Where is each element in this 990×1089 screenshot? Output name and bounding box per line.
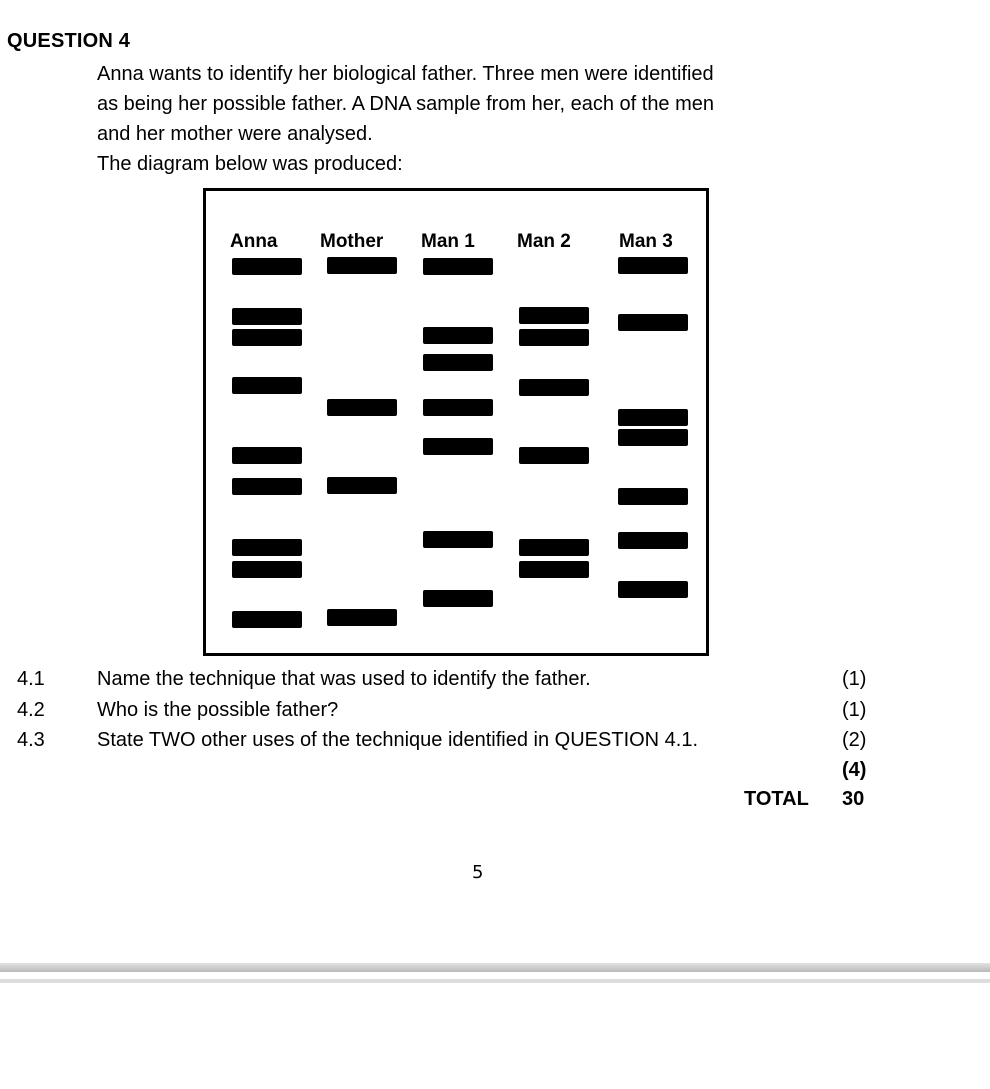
lane-label-mother: Mother [320, 231, 384, 252]
question-intro [97, 59, 857, 179]
dna-band-man-3 [618, 257, 688, 274]
sub-question-number: 4.3 [17, 729, 45, 751]
dna-band-mother [327, 257, 397, 274]
dna-fingerprint-diagram [203, 188, 709, 656]
sub-question-text: State TWO other uses of the technique identified in QUESTION 4.1. [97, 729, 699, 751]
dna-band-anna [232, 308, 302, 325]
total-value: 30 [842, 788, 865, 810]
dna-band-man-3 [618, 581, 688, 598]
intro-line: and her mother were analysed. [97, 123, 373, 145]
dna-band-man-3 [618, 488, 688, 505]
dna-band-man-1 [423, 258, 493, 275]
intro-line: The diagram below was produced: [97, 153, 403, 175]
question-heading: QUESTION 4 [7, 30, 131, 52]
dna-band-anna [232, 478, 302, 495]
dna-band-man-3 [618, 429, 688, 446]
sub-question-number: 4.1 [17, 668, 45, 690]
dna-band-man-3 [618, 409, 688, 426]
sub-question-marks: (1) [842, 668, 867, 690]
intro-line: Anna wants to identify her biological father. Three men were identified [97, 63, 714, 85]
next-page-area [0, 983, 990, 1089]
page-divider [0, 963, 990, 972]
dna-band-man-1 [423, 354, 493, 371]
dna-band-mother [327, 609, 397, 626]
dna-band-anna [232, 611, 302, 628]
dna-band-anna [232, 329, 302, 346]
sub-question-marks: (1) [842, 699, 867, 721]
dna-band-anna [232, 377, 302, 394]
dna-band-man-3 [618, 314, 688, 331]
dna-band-anna [232, 539, 302, 556]
sub-question-number: 4.2 [17, 699, 45, 721]
page-number: 5 [472, 862, 484, 883]
lane-label-anna: Anna [230, 231, 278, 252]
dna-band-anna [232, 447, 302, 464]
dna-band-man-2 [519, 307, 589, 324]
sub-question-marks: (2) [842, 729, 867, 751]
dna-band-man-2 [519, 379, 589, 396]
dna-band-man-2 [519, 539, 589, 556]
lane-label-man-3: Man 3 [619, 231, 673, 252]
dna-band-mother [327, 477, 397, 494]
dna-band-mother [327, 399, 397, 416]
lane-label-man-1: Man 1 [421, 231, 475, 252]
intro-line: as being her possible father. A DNA sample from her, each of the men [97, 93, 715, 115]
dna-band-man-1 [423, 438, 493, 455]
question-subtotal: (4) [842, 759, 867, 781]
dna-band-man-1 [423, 327, 493, 344]
total-label: TOTAL [744, 788, 809, 810]
dna-band-man-2 [519, 447, 589, 464]
sub-question-4-2 [0, 699, 990, 729]
dna-band-man-1 [423, 590, 493, 607]
sub-question-4-3 [0, 729, 990, 759]
lane-label-man-2: Man 2 [517, 231, 571, 252]
sub-question-text: Name the technique that was used to identify the father. [97, 668, 591, 690]
dna-band-anna [232, 258, 302, 275]
sub-question-text: Who is the possible father? [97, 699, 339, 721]
dna-band-man-1 [423, 531, 493, 548]
dna-band-man-3 [618, 532, 688, 549]
dna-band-man-2 [519, 561, 589, 578]
dna-band-man-1 [423, 399, 493, 416]
dna-band-man-2 [519, 329, 589, 346]
dna-band-anna [232, 561, 302, 578]
sub-question-4-1 [0, 668, 990, 698]
